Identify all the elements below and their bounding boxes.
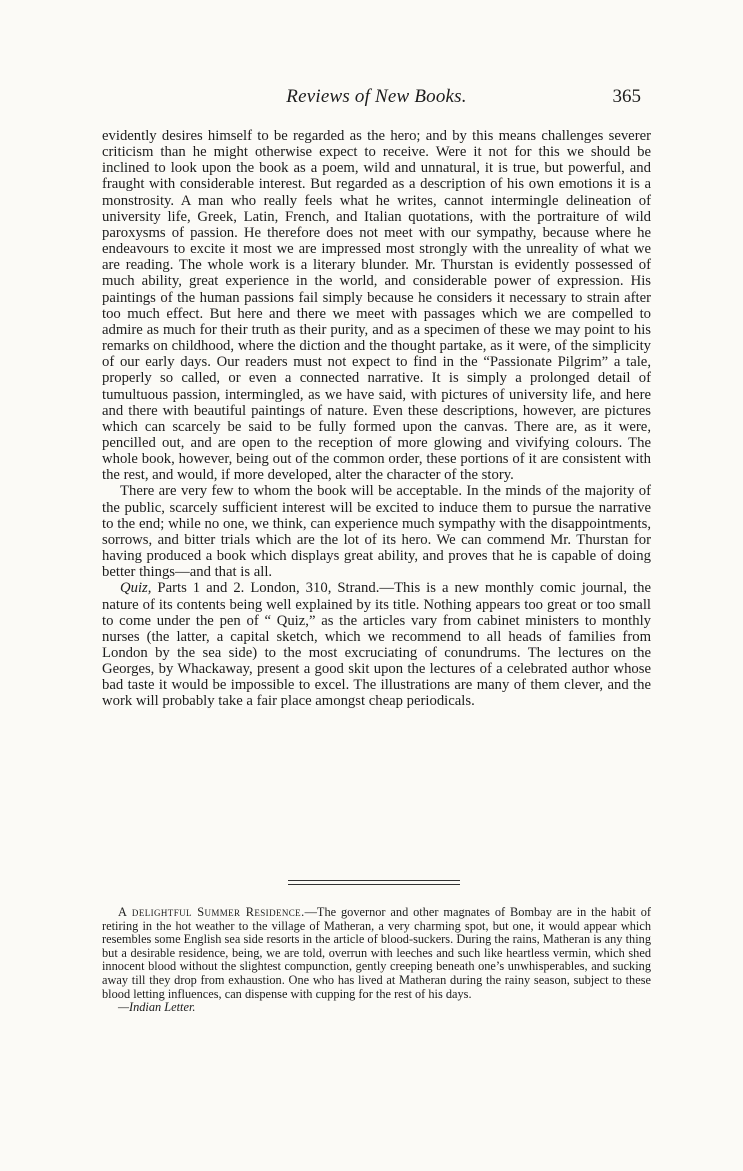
paragraph-continued: evidently desires himself to be regarded as the hero; and by this means challenges severer criticism than he might otherwise expect to receive. Were it not for this we should be inclined to look upon the book as a poem, wild and unnatural, it is true, but powerful, and fraught with considerable interest. But regarded as a description of his own emotions it is a monstrosity. A man who really feels what he writes, cannot intermingle delineation of university life, Greek, Latin, French, and Italian quotations, with the portraiture of wild paroxysms of passion. He therefore does not meet with our sympathy, because where he endeavours to excite it most we are impressed most strongly with the unreality of what we are reading. The whole work is a literary blunder. Mr. Thurstan is evidently possessed of much ability, great experience in the world, and considerable power of expression. His paintings of the human passions fail simply because he considers it necessary to strain after too much effect. But here and there we meet with passages which we are compelled to admire as much for their truth as their purity, and as a specimen of these we may point to his remarks on childhood, where the diction and the thought partake, as it were, of the simplicity of our early days. Our readers must not expect to find in the “Passionate Pilgrim” a tale, properly so called, or even a connected narrative. It is simply a prolonged detail of tumultuous passion, intermingled, as we have said, with pictures of university life, and here and there with beautiful paintings of nature. Even these descriptions, however, are pictures which can scarcely be said to be fully formed upon the canvas. There are, as it were, pencilled out, and are open to the reception of more glowing and vivifying colours. The whole book, however, being out of the common order, these portions of it are consistent with the rest, and would, if more developed, alter the character of the story. xyxy=(102,128,651,484)
divider-line-top xyxy=(288,880,460,881)
section-divider xyxy=(288,880,460,888)
paragraph-quiz-review xyxy=(102,580,651,709)
page-number: 365 xyxy=(612,86,641,107)
footnote-summer-residence xyxy=(102,906,651,1015)
article-body xyxy=(102,128,651,710)
paragraph-reception: There are very few to whom the book will be acceptable. In the minds of the majority of the public, scarcely sufficient interest will be excited to induce them to pursue the narrative to the end; while no one, we think, can experience much sympathy with the disappointments, sorrows, and bitter trials which are the lot of its hero. We can commend Mr. Thurstan for having produced a book which displays great ability, and proves that he is capable of doing better things—and that is all. xyxy=(102,483,651,581)
footnote-source: —Indian Letter. xyxy=(118,1000,196,1015)
footnote-paragraph xyxy=(102,906,651,1015)
footnote-text: —The governor and other magnates of Bombay are in the habit of retiring in the hot weather to the village of Matheran, a very charming spot, but one, it would appear which resembles some English sea side resorts in the article of blood-suckers. During the rains, Matheran is any thing but a desirable residence, being, we are told, overrun with leeches and such like heartless vermin, which shed innocent blood without the slightest compunction, gently creeping beneath one’s unwhisperables, and sucking away till they drop from exhaustion. One who has lived at Matheran during the rainy season, subject to these blood letting influences, can dispense with cupping for the rest of his days. xyxy=(102,905,651,1001)
quiz-review-text: Parts 1 and 2. London, 310, Strand.—This is a new monthly comic journal, the nature of its contents being well explained by its title. Nothing appears too great or too small to come under the pen of “ Quiz,” as the articles vary from cabinet ministers to monthly nurses (the latter, a capital sketch, which we recommend to all heads of families from London by the sea side) to the most excruciating of conundrums. The lectures on the Georges, by Whackaway, present a good skit upon the lectures of a celebrated author whose bad taste it would be impossible to excel. The illustrations are many of them clever, and the work will probably take a fair place amongst cheap periodicals. xyxy=(102,580,651,710)
quiz-title: Quiz, xyxy=(120,580,152,597)
divider-line-bottom xyxy=(288,884,460,885)
running-head xyxy=(102,86,651,112)
footnote-heading: A delightful Summer Residence. xyxy=(118,905,305,919)
running-title: Reviews of New Books. xyxy=(286,86,467,107)
